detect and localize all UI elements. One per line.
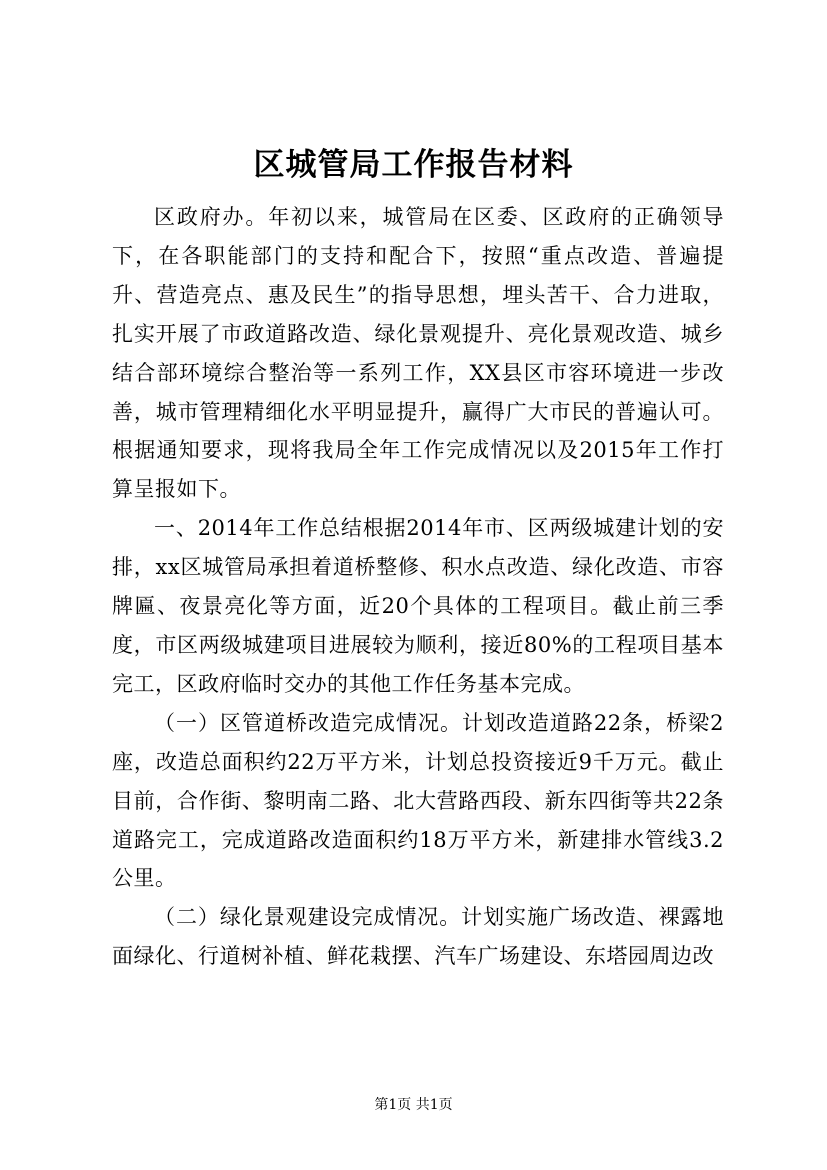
document-title: 区城管局工作报告材料 [253, 147, 574, 183]
document-body [112, 198, 724, 976]
paragraph-summary-2014: 一、2014年工作总结根据2014年市、区两级城建计划的安排，xx区城管局承担着道桥整修、积水点改造、绿化改造、市容牌匾、夜景亮化等方面，近20个具体的工程项目。截止前三季度，市区两级城建项目进展较为顺利，接近80%的工程项目基本完工，区政府临时交办的其他工作任务基本完成。 [112, 516, 724, 696]
paragraph-greening: （二）绿化景观建设完成情况。计划实施广场改造、裸露地面绿化、行道树补植、鲜花栽摆、汽车广场建设、东塔园周边改 [112, 905, 724, 969]
paragraph-intro: 区政府办。年初以来，城管局在区委、区政府的正确领导下，在各职能部门的支持和配合下，按照“重点改造、普遍提升、营造亮点、惠及民生”的指导思想，埋头苦干、合力进取，扎实开展了市政道路改造、绿化景观提升、亮化景观改造、城乡结合部环境综合整治等一系列工作，XX县区市容环境进一步改善，城市管理精细化水平明显提升，赢得广大市民的普遍认可。根据通知要求，现将我局全年工作完成情况以及2015年工作打算呈报如下。 [112, 205, 724, 502]
page-footer: 第1页 共1页 [374, 1097, 453, 1113]
paragraph-road-bridge: （一）区管道桥改造完成情况。计划改造道路22条，桥梁2座，改造总面积约22万平方米，计划总投资接近9千万元。截止目前，合作街、黎明南二路、北大营路西段、新东四街等共22条道路完工，完成道路改造面积约18万平方米，新建排水管线3.2公里。 [112, 710, 724, 891]
